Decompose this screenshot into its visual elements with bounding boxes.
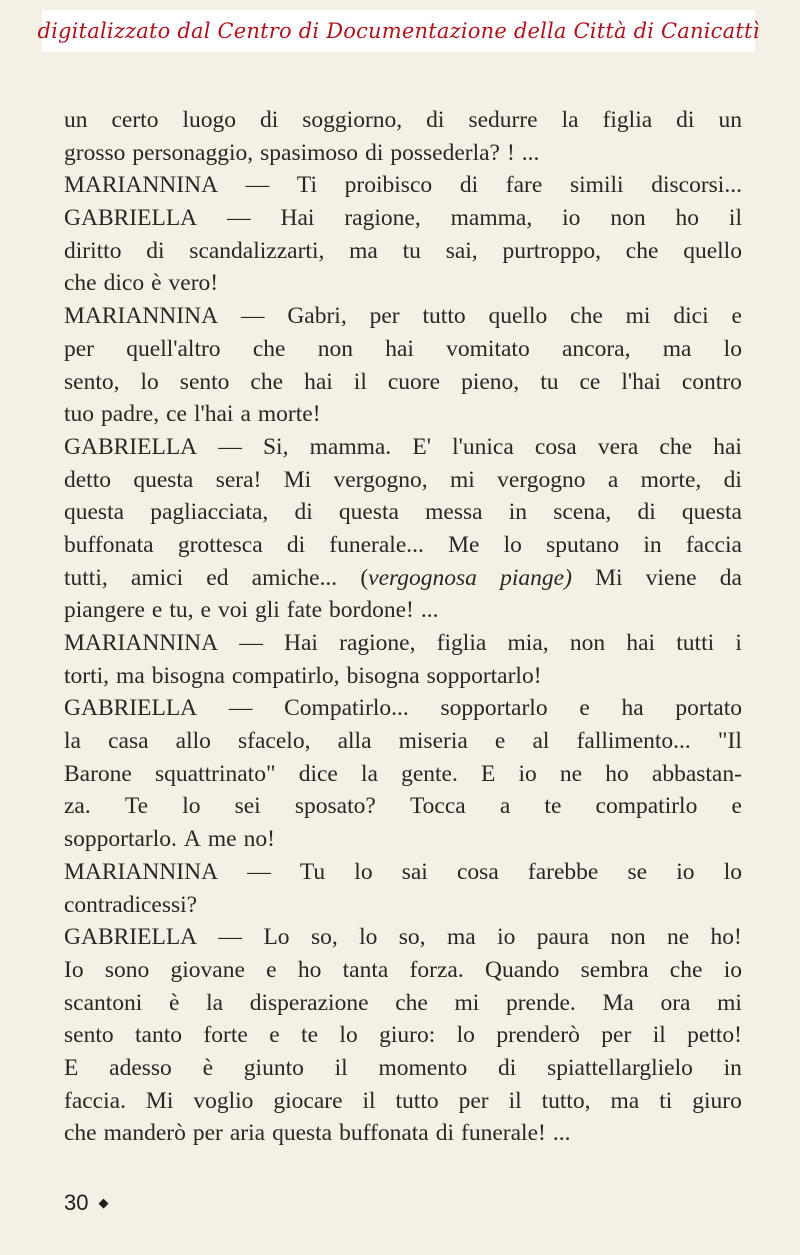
text-line: torti, ma bisogna compatirlo, bisogna sopportarlo! xyxy=(64,662,542,689)
text-line: che dico è vero! xyxy=(64,270,219,297)
text-line: buffonata grottesca di funerale... Me lo sputano in faccia xyxy=(64,531,742,558)
text-line: scantoni è la disperazione che mi prende. Ma ora mi xyxy=(64,989,742,1016)
text-line: Io sono giovane e ho tanta forza. Quando sembra che io xyxy=(64,956,742,983)
diamond-ornament-icon: ◆ xyxy=(98,1195,109,1210)
text-line: faccia. Mi voglio giocare il tutto per il tutto, ma ti giuro xyxy=(64,1087,742,1114)
banner-text: digitalizzato dal Centro di Documentazione della Città di Canicattì xyxy=(37,19,760,43)
page-text-block xyxy=(64,104,742,1150)
text-line: E adesso è giunto il momento di spiattellarglielo in xyxy=(64,1054,742,1081)
text-line: sento tanto forte e te lo giuro: lo prenderò per il petto! xyxy=(64,1022,742,1049)
page-number: 30 xyxy=(64,1190,89,1215)
text-line: diritto di scandalizzarti, ma tu sai, purtroppo, che quello xyxy=(64,237,742,264)
text-line: MARIANNINA — Ti proibisco di fare simili discorsi... xyxy=(64,172,742,199)
text-line: Barone squattrinato" dice la gente. E io ne ho abbastan- xyxy=(64,760,742,787)
text-line: GABRIELLA — Lo so, lo so, ma io paura non ne ho! xyxy=(64,924,742,951)
text-line: GABRIELLA — Hai ragione, mamma, io non ho il xyxy=(64,205,742,232)
text-line: contradicessi? xyxy=(64,891,198,918)
text-line: per quell'altro che non hai vomitato ancora, ma lo xyxy=(64,335,742,362)
text-line: MARIANNINA — Tu lo sai cosa farebbe se io lo xyxy=(64,858,742,885)
text-line: detto questa sera! Mi vergogno, mi vergogno a morte, di xyxy=(64,466,742,493)
text-line: un certo luogo di soggiorno, di sedurre la figlia di un xyxy=(64,107,742,133)
text-line: tuo padre, ce l'hai a morte! xyxy=(64,401,321,428)
text-line: che manderò per aria questa buffonata di funerale! ... xyxy=(64,1120,571,1147)
text-line: sopportarlo. A me no! xyxy=(64,826,275,853)
text-line: MARIANNINA — Gabri, per tutto quello che mi dici e xyxy=(64,303,742,330)
text-line: grosso personaggio, spasimoso di possederla? ! ... xyxy=(64,139,540,166)
digitization-banner xyxy=(37,10,760,52)
text-line: MARIANNINA — Hai ragione, figlia mia, non hai tutti i xyxy=(64,630,742,656)
page-footer xyxy=(64,1190,108,1216)
text-line: questa pagliacciata, di questa messa in scena, di questa xyxy=(64,499,742,526)
text-line: la casa allo sfacelo, alla miseria e al fallimento... "Il xyxy=(64,728,742,755)
text-line: za. Te lo sei sposato? Tocca a te compatirlo e xyxy=(64,793,742,820)
text-line: tutti, amici ed amiche... (vergognosa piange) Mi viene da xyxy=(64,564,742,591)
text-line: sento, lo sento che hai il cuore pieno, tu ce l'hai contro xyxy=(64,368,742,395)
text-line: piangere e tu, e voi gli fate bordone! ... xyxy=(64,597,439,624)
text-line: GABRIELLA — Compatirlo... sopportarlo e ha portato xyxy=(64,695,742,722)
text-line: GABRIELLA — Si, mamma. E' l'unica cosa vera che hai xyxy=(64,433,742,460)
